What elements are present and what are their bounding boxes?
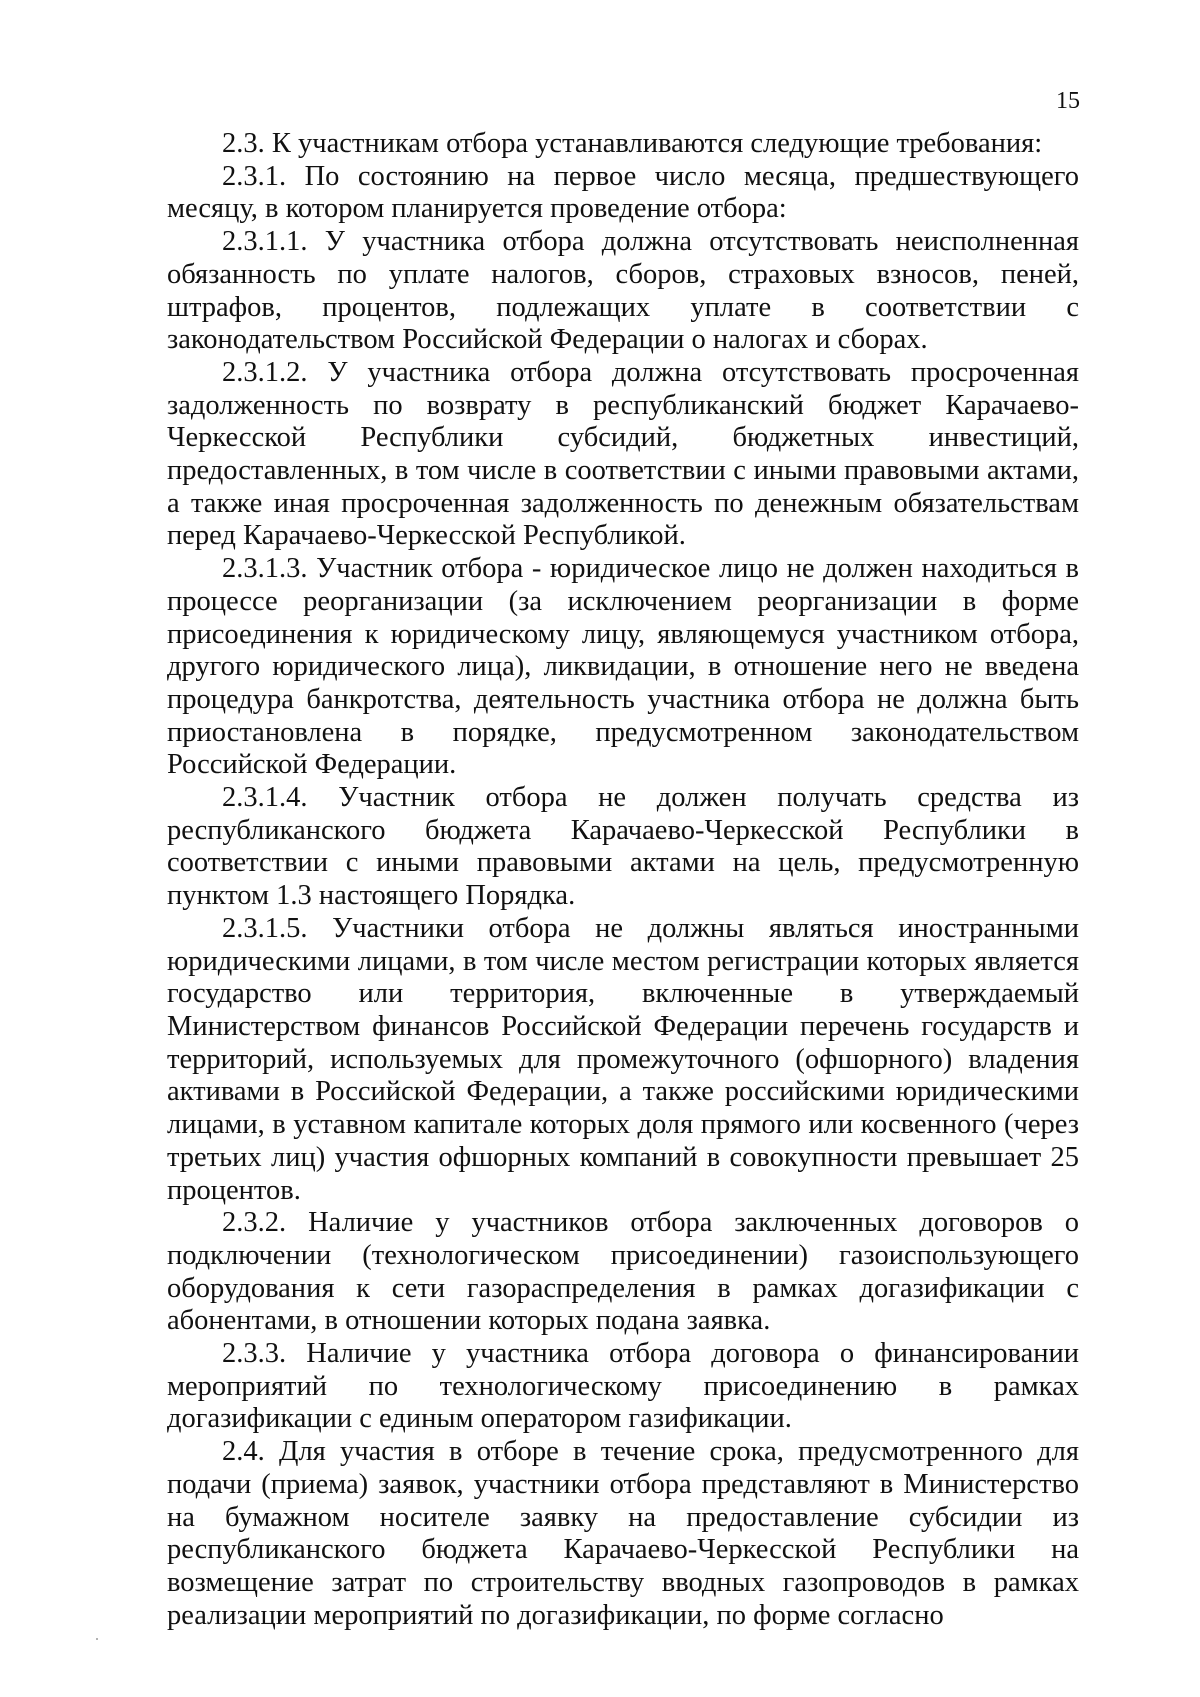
paragraph-2-3-1-2: 2.3.1.2. У участника отбора должна отсутствовать просроченная задолженность по возврату в республиканский бюджет Карачаево-Черкесской Республики субсидий, бюджетных инвестиций, предоставленных, в том числе в соответствии с иными правовыми актами, а также иная просроченная задолженность по денежным обязательствам перед Карачаево-Черкесской Республикой.	[167, 356, 1079, 552]
paragraph-2-3-1-3: 2.3.1.3. Участник отбора - юридическое лицо не должен находиться в процессе реорганизации (за исключением реорганизации в форме присоединения к юридическому лицу, являющемуся участником отбора, другого юридического лица), ликвидации, в отношение него не введена процедура банкротства, деятельность участника отбора не должна быть приостановлена в порядке, предусмотренном законодательством Российской Федерации.	[167, 553, 1079, 781]
page-number: 15	[1056, 88, 1080, 114]
paragraph-2-3-3: 2.3.3. Наличие у участника отбора договора о финансировании мероприятий по технологическому присоединению в рамках догазификации с единым оператором газификации.	[167, 1338, 1079, 1435]
paragraph-2-3: 2.3. К участникам отбора устанавливаются следующие требования:	[222, 128, 1043, 159]
paragraph-2-3-1-5: 2.3.1.5. Участники отбора не должны являться иностранными юридическими лицами, в том числе местом регистрации которых является государство или территория, включенные в утверждаемый Министерством финансов Российской Федерации перечень государств и территорий, используемых для промежуточного (офшорного) владения активами в Российской Федерации, а также российскими юридическими лицами, в уставном капитале которых доля прямого или косвенного (через третьих лиц) участия офшорных компаний в совокупности превышает 25 процентов.	[167, 912, 1079, 1206]
paragraph-2-3-1-4: 2.3.1.4. Участник отбора не должен получать средства из республиканского бюджета Карачаево-Черкесской Республики в соответствии с иными правовыми актами на цель, предусмотренную пунктом 1.3 настоящего Порядка.	[167, 782, 1079, 912]
paragraph-2-3-1-1: 2.3.1.1. У участника отбора должна отсутствовать неисполненная обязанность по уплате налогов, сборов, страховых взносов, пеней, штрафов, процентов, подлежащих уплате в соответствии с законодательством Российской Федерации о налогах и сборах.	[167, 226, 1079, 356]
paragraph-2-4: 2.4. Для участия в отборе в течение срока, предусмотренного для подачи (приема) заявок, участники отбора представляют в Министерство на бумажном носителе заявку на предоставление субсидии из республиканского бюджета Карачаево-Черкесской Республики на возмещение затрат по строительству вводных газопроводов в рамках реализации мероприятий по догазификации, по форме согласно	[167, 1436, 1079, 1631]
scan-artifact-dot	[96, 1638, 98, 1640]
document-body	[167, 128, 1079, 1632]
paragraph-2-3-2: 2.3.2. Наличие у участников отбора заключенных договоров о подключении (технологическом присоединении) газоиспользующего оборудования к сети газораспределения в рамках догазификации с абонентами, в отношении которых подана заявка.	[167, 1207, 1079, 1337]
paragraph-2-3-1: 2.3.1. По состоянию на первое число месяца, предшествующего месяцу, в котором планируется проведение отбора:	[167, 160, 1079, 225]
